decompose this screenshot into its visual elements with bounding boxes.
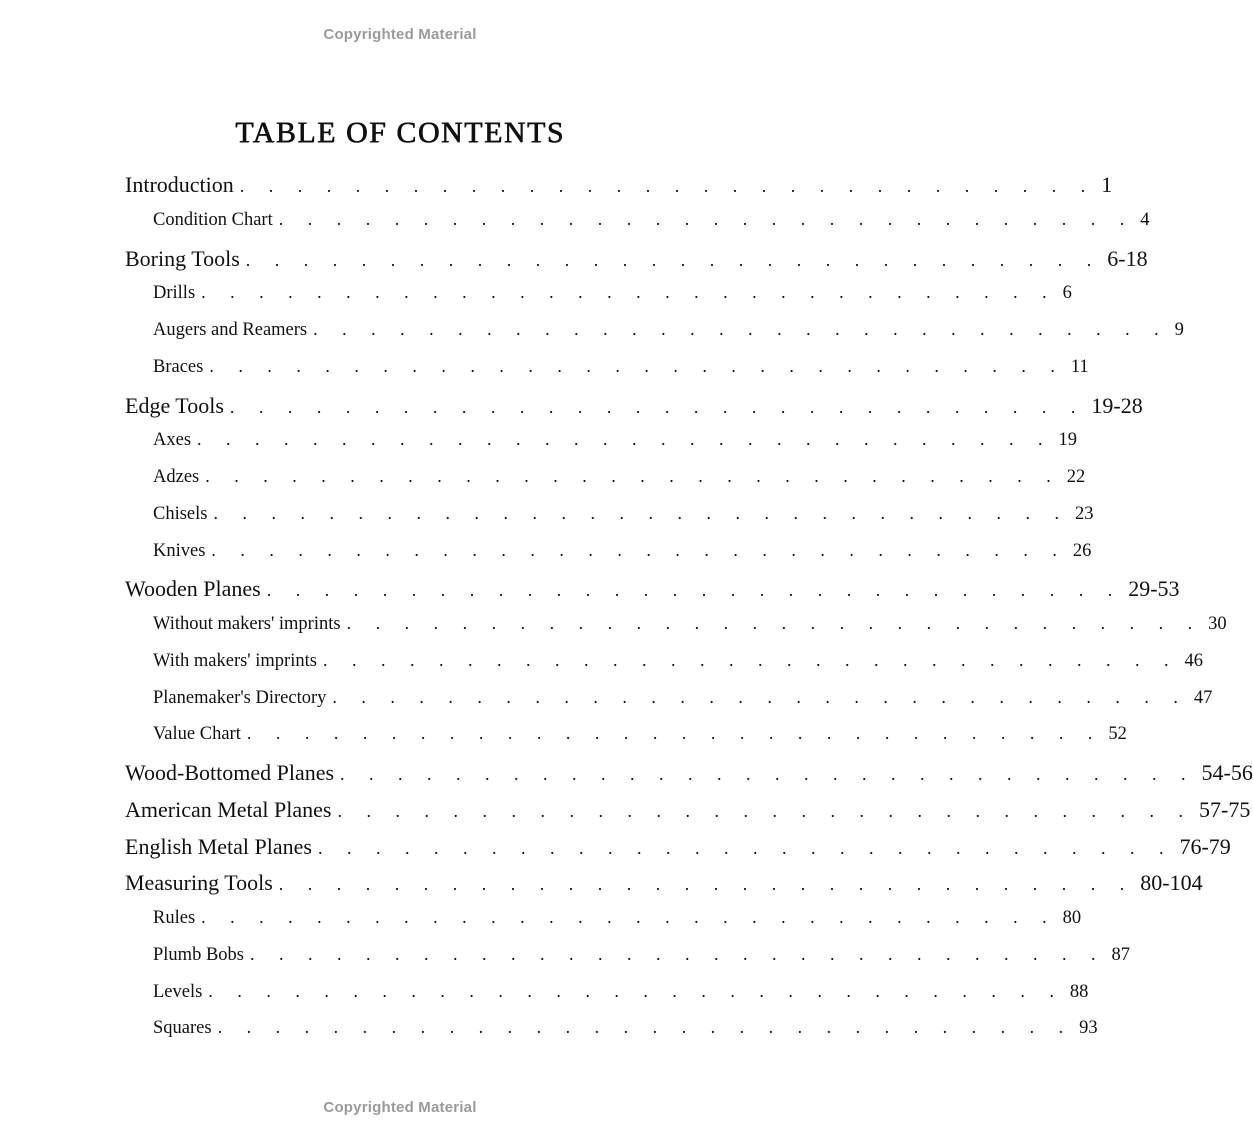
dot-leader: . . . . . . . . . . . . . . . . . . . . . . . . . . . . . . bbox=[278, 874, 1135, 895]
toc-entry-label: Squares bbox=[153, 1018, 212, 1039]
toc-section-entry[interactable] bbox=[125, 392, 1143, 430]
dot-leader: . . . . . . . . . . . . . . . . . . . . . . . . . . . . . . bbox=[205, 466, 1061, 486]
toc-entry-page: 46 bbox=[1184, 650, 1203, 671]
toc-subsection-entry[interactable] bbox=[125, 355, 1089, 393]
toc-entry-page: 4 bbox=[1140, 209, 1150, 230]
toc-subsection-entry[interactable] bbox=[125, 980, 1089, 1018]
toc-subsection-entry[interactable] bbox=[125, 539, 1092, 577]
toc-section-entry[interactable] bbox=[125, 833, 1231, 871]
toc-entry-page: 80 bbox=[1062, 908, 1082, 928]
toc-entry-label: Condition Chart bbox=[153, 209, 273, 230]
toc-entry-page: 19 bbox=[1058, 430, 1078, 451]
dot-leader: . . . . . . . . . . . . . . . . . . . . . . . . . . . . . . bbox=[245, 249, 1102, 270]
toc-subsection-entry[interactable] bbox=[125, 723, 1127, 760]
dot-leader: . . . . . . . . . . . . . . . . . . . . . . . . . . . . . . bbox=[322, 649, 1179, 670]
toc-subsection-entry[interactable] bbox=[125, 907, 1082, 944]
dot-leader: . . . . . . . . . . . . . . . . . . . . . . . . . . . . . . bbox=[201, 907, 1057, 927]
dot-leader: . . . . . . . . . . . . . . . . . . . . . . . . . . . . . . bbox=[278, 208, 1135, 229]
toc-entry-label: Boring Tools bbox=[125, 245, 240, 271]
toc-entry-label: Augers and Reamers bbox=[153, 320, 308, 340]
toc-subsection-entry[interactable] bbox=[125, 613, 1227, 650]
dot-leader: . . . . . . . . . . . . . . . . . . . . . . . . . . . . . . bbox=[246, 723, 1103, 744]
toc-entry-page: 29-53 bbox=[1128, 576, 1180, 602]
dot-leader: . . . . . . . . . . . . . . . . . . . . . . . . . . . . . . bbox=[249, 943, 1106, 964]
toc-entry-page: 93 bbox=[1079, 1018, 1098, 1039]
toc-entry-label: Introduction bbox=[125, 172, 234, 197]
dot-leader: . . . . . . . . . . . . . . . . . . . . . . . . . . . . . . bbox=[217, 1017, 1074, 1038]
toc-section-entry[interactable] bbox=[125, 760, 1253, 797]
toc-entry-label: Without makers' imprints bbox=[153, 614, 341, 634]
toc-entry-label: Chisels bbox=[153, 503, 208, 524]
toc-entry-page: 52 bbox=[1108, 724, 1127, 745]
toc-entry-label: English Metal Planes bbox=[125, 833, 312, 859]
toc-entry-label: Knives bbox=[153, 540, 206, 561]
toc-entry-page: 87 bbox=[1111, 944, 1130, 965]
dot-leader: . . . . . . . . . . . . . . . . . . . . . . . . . . . . . . bbox=[211, 539, 1067, 560]
toc-section-entry[interactable] bbox=[125, 576, 1180, 613]
toc-entry-label: With makers' imprints bbox=[153, 650, 317, 671]
table-of-contents bbox=[125, 172, 1253, 1054]
toc-subsection-entry[interactable] bbox=[125, 686, 1213, 724]
page-title: TABLE OF CONTENTS bbox=[235, 116, 565, 150]
toc-entry-page: 23 bbox=[1074, 503, 1094, 524]
toc-entry-label: Braces bbox=[153, 356, 204, 377]
dot-leader: . . . . . . . . . . . . . . . . . . . . . . . . . . . . . . bbox=[337, 800, 1193, 821]
toc-subsection-entry[interactable] bbox=[125, 466, 1086, 503]
toc-subsection-entry[interactable] bbox=[125, 319, 1184, 356]
toc-entry-label: Wooden Planes bbox=[125, 576, 261, 602]
dot-leader: . . . . . . . . . . . . . . . . . . . . . . . . . . . . . . bbox=[208, 980, 1064, 1001]
dot-leader: . . . . . . . . . . . . . . . . . . . . . . . . . . . . . . bbox=[266, 580, 1123, 601]
dot-leader: . . . . . . . . . . . . . . . . . . . . . . . . . . . . . . bbox=[213, 502, 1069, 523]
dot-leader: . . . . . . . . . . . . . . . . . . . . . . . . . . . . . . bbox=[346, 613, 1203, 633]
dot-leader: . . . . . . . . . . . . . . . . . . . . . . . . . . . . . . bbox=[201, 282, 1057, 303]
toc-entry-label: Adzes bbox=[153, 467, 200, 487]
toc-entry-page: 76-79 bbox=[1179, 833, 1231, 859]
toc-entry-label: Edge Tools bbox=[125, 392, 224, 418]
toc-entry-page: 9 bbox=[1174, 320, 1184, 340]
toc-section-entry[interactable] bbox=[125, 870, 1203, 907]
toc-entry-page: 6-18 bbox=[1107, 245, 1148, 271]
watermark-top: Copyrighted Material bbox=[323, 26, 477, 43]
toc-subsection-entry[interactable] bbox=[125, 282, 1072, 319]
dot-leader: . . . . . . . . . . . . . . . . . . . . . . . . . . . . . . bbox=[317, 837, 1174, 858]
toc-entry-label: Axes bbox=[153, 430, 192, 451]
toc-section-entry[interactable] bbox=[125, 796, 1251, 834]
toc-section-entry[interactable] bbox=[125, 172, 1113, 209]
dot-leader: . . . . . . . . . . . . . . . . . . . . . . . . . . . . . . bbox=[209, 355, 1065, 376]
toc-section-entry[interactable] bbox=[125, 245, 1148, 283]
toc-entry-label: Plumb Bobs bbox=[153, 944, 244, 965]
toc-subsection-entry[interactable] bbox=[125, 502, 1094, 540]
toc-subsection-entry[interactable] bbox=[125, 943, 1130, 981]
toc-entry-label: Wood-Bottomed Planes bbox=[125, 760, 335, 785]
toc-entry-page: 26 bbox=[1072, 540, 1092, 561]
dot-leader: . . . . . . . . . . . . . . . . . . . . . . . . . . . . . . bbox=[229, 396, 1086, 417]
dot-leader: . . . . . . . . . . . . . . . . . . . . . . . . . . . . . . bbox=[332, 686, 1188, 707]
toc-entry-label: Value Chart bbox=[153, 724, 241, 745]
dot-leader: . . . . . . . . . . . . . . . . . . . . . . . . . . . . . . bbox=[197, 429, 1053, 450]
toc-subsection-entry[interactable] bbox=[125, 649, 1203, 687]
dot-leader: . . . . . . . . . . . . . . . . . . . . . . . . . . . . . . bbox=[239, 176, 1096, 196]
toc-subsection-entry[interactable] bbox=[125, 429, 1078, 466]
toc-subsection-entry[interactable] bbox=[125, 1017, 1098, 1054]
toc-entry-label: Levels bbox=[153, 981, 203, 1002]
toc-entry-page: 11 bbox=[1070, 356, 1089, 377]
dot-leader: . . . . . . . . . . . . . . . . . . . . . . . . . . . . . . bbox=[340, 764, 1196, 784]
toc-entry-label: Drills bbox=[153, 283, 196, 304]
toc-subsection-entry[interactable] bbox=[125, 208, 1150, 246]
toc-entry-label: Measuring Tools bbox=[125, 870, 273, 896]
dot-leader: . . . . . . . . . . . . . . . . . . . . . . . . . . . . . . bbox=[313, 319, 1169, 339]
toc-entry-page: 47 bbox=[1193, 687, 1213, 708]
toc-entry-page: 19-28 bbox=[1091, 392, 1143, 418]
toc-entry-page: 57-75 bbox=[1199, 796, 1251, 822]
toc-entry-page: 30 bbox=[1208, 614, 1227, 634]
toc-entry-page: 80-104 bbox=[1140, 870, 1203, 896]
toc-entry-page: 6 bbox=[1062, 283, 1072, 304]
toc-entry-label: American Metal Planes bbox=[125, 796, 332, 822]
toc-entry-page: 1 bbox=[1101, 172, 1113, 197]
toc-entry-label: Planemaker's Directory bbox=[153, 687, 327, 708]
toc-entry-label: Rules bbox=[153, 908, 196, 928]
toc-entry-page: 54-56 bbox=[1201, 760, 1253, 785]
toc-entry-page: 88 bbox=[1069, 981, 1089, 1002]
toc-entry-page: 22 bbox=[1066, 467, 1086, 487]
watermark-bottom: Copyrighted Material bbox=[323, 1099, 477, 1116]
